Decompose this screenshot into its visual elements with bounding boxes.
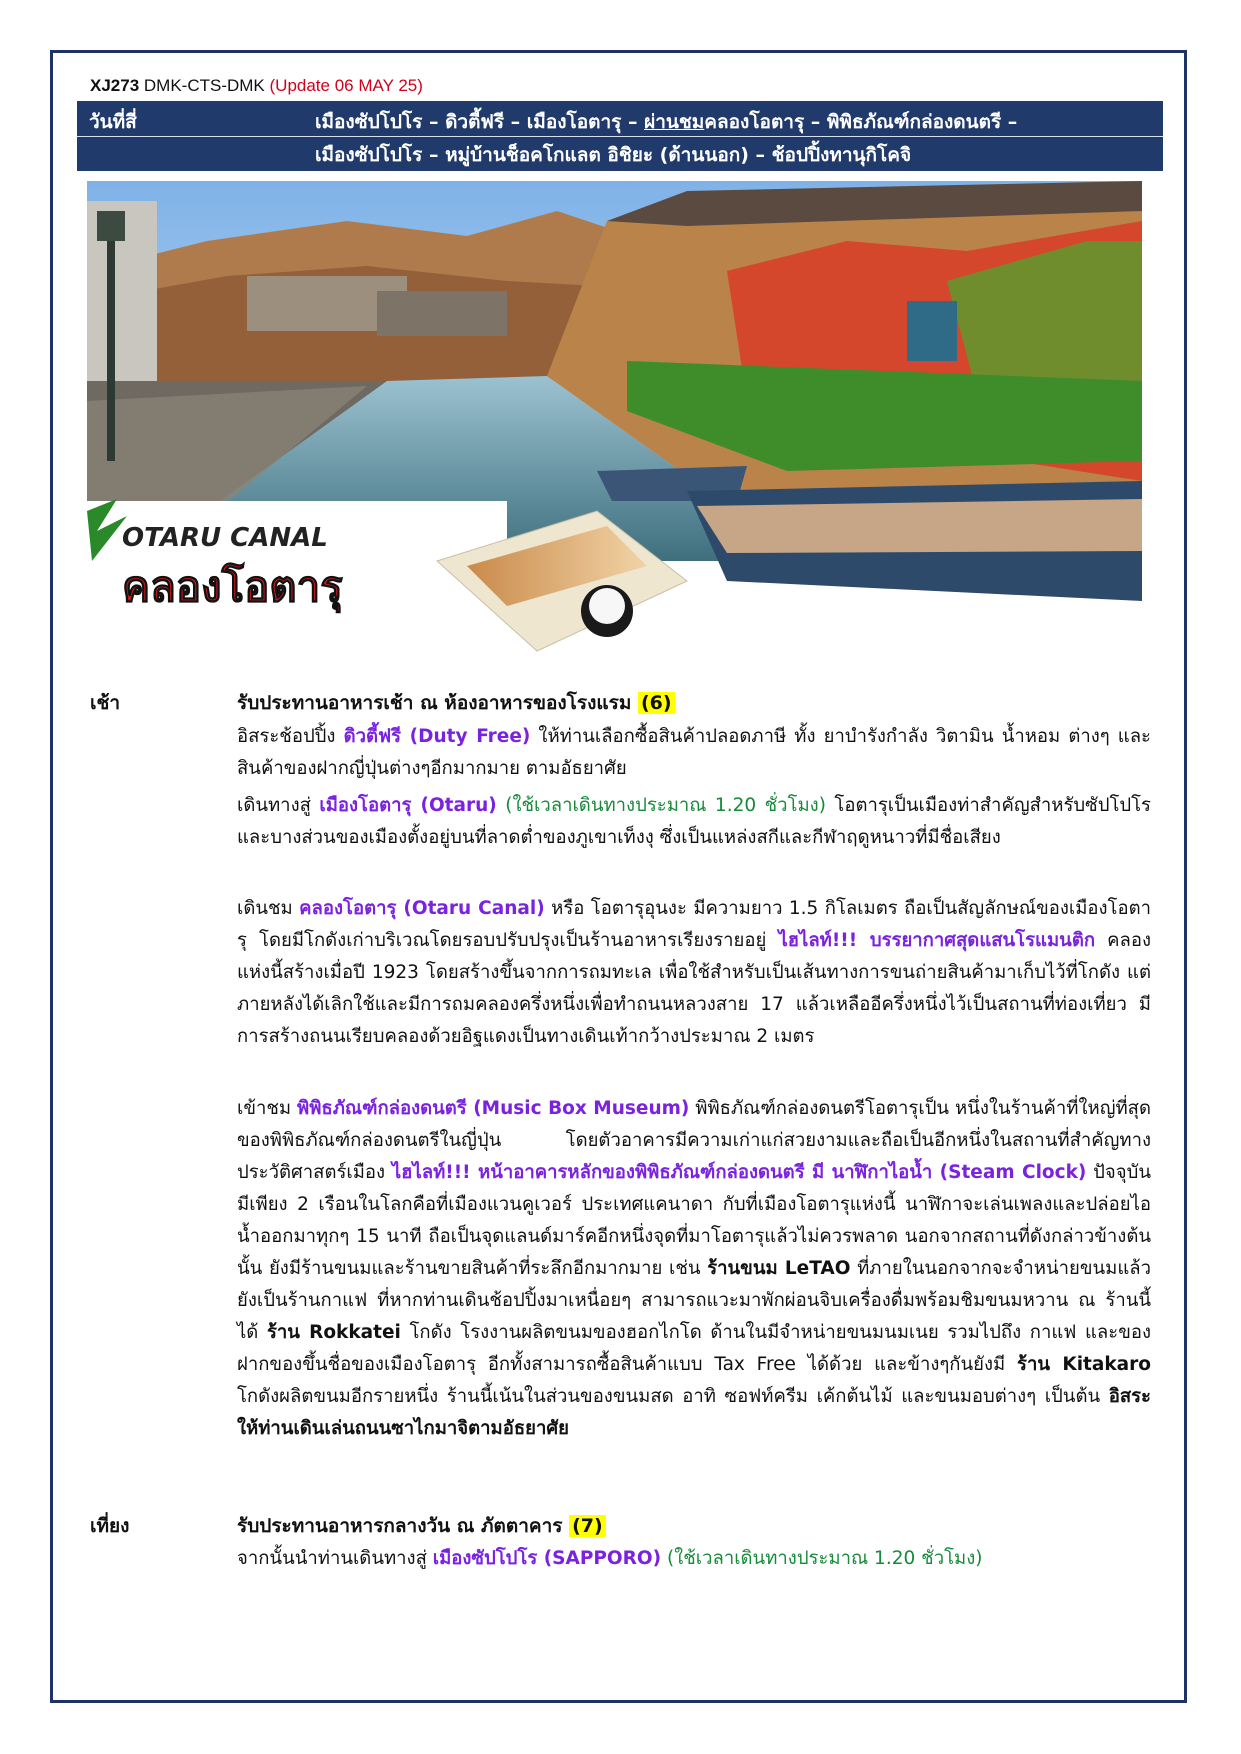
- museum-highlight: พิพิธภัณฑ์กล่องดนตรี (Music Box Museum): [297, 1098, 690, 1119]
- sapporo-paragraph: [237, 1543, 1151, 1575]
- letao-shop: ร้านขนม LeTAO: [707, 1258, 851, 1279]
- otaru-canal-illustration: [87, 181, 1152, 672]
- town-buildings-2: [377, 291, 507, 336]
- day-line1-b: คลองโอตารุ – พิพิธภัณฑ์กล่องดนตรี –: [704, 111, 1018, 133]
- meal-number-badge: (6): [638, 692, 675, 714]
- kitakaro-shop: ร้าน Kitakaro: [1017, 1354, 1151, 1375]
- p4-text-c: ปัจจุบันมีเพียง 2 เรือนในโลกคือที่เมืองแวนคูเวอร์ ประเทศแคนาดา กับที่เมืองโอตารุแห่งนี้ นาฬิกาจะเล่นเพลงและปล่อยไอน้ำออกมาทุกๆ 15 นาที ถือเป็นจุดแลนด์มาร์คอีกหนึ่งจุดที่มาโอตารุแล้วไม่ควรพลาด นอกจากสถานที่ดังกล่าวข้างต้นนั้น ยังมีร้านขนมและร้านขายสินค้าที่ระลึกอีกมากมาย เช่น: [237, 1162, 1151, 1279]
- street-lamp: [107, 221, 115, 461]
- otaru-paragraph: [237, 790, 1151, 854]
- hero-photo-collage: [87, 181, 1152, 672]
- music-box-museum-paragraph: [237, 1093, 1151, 1445]
- day-header-band: [77, 101, 1163, 171]
- p3-text-b: หรือ โอตารุอุนงะ มีความยาว 1.5 กิโลเมตร ถือเป็นสัญลักษณ์ของเมืองโอตารุ โดยมีโกดังเก่าบริเวณโดยรอบปรับปรุงเป็นร้านอาหารเรียงรายอยู่: [237, 898, 1151, 951]
- otaru-highlight: เมืองโอตารุ (Otaru): [319, 795, 497, 816]
- day-itinerary-line-2: เมืองซัปโปโร – หมู่บ้านช็อคโกแลต อิชิยะ (ด้านนอก) – ช้อปปิ้งทานุกิโคจิ: [315, 144, 912, 166]
- travel-time-note-noon: (ใช้เวลาเดินทางประมาณ 1.20 ชั่วโมง): [661, 1548, 983, 1569]
- p3-text-a: เดินชม: [237, 898, 300, 919]
- p4-text-e: โกดัง โรงงานผลิตขนมของฮอกไกโด ด้านในมีจำหน่ายขนมนมเนย รวมไปถึง กาแฟ และของฝากของขึ้นชื่อของเมืองโอตารุ อีกทั้งสามารถซื้อสินค้าแบบ Tax Free ได้ด้วย และข้างๆกันยังมี: [237, 1322, 1151, 1375]
- p4-text-d: ที่ภายในนอกจากจะจำหน่ายขนมแล้วยังเป็นร้านกาแฟ ที่หากท่านเดินช้อปปิ้งมาเหนื่อยๆ สามารถแวะมาพักผ่อนจิบเครื่องดื่มพร้อมชิมขนมหวาน ณ ร้านนี้ได้: [237, 1258, 1152, 1343]
- update-note: (Update 06 MAY 25): [269, 76, 423, 95]
- travel-time-note: (ใช้เวลาเดินทางประมาณ 1.20 ชั่วโมง): [496, 795, 826, 816]
- morning-title: รับประทานอาหารเช้า ณ ห้องอาหารของโรงแรม: [237, 692, 638, 714]
- day-itinerary-line-1: [315, 107, 1017, 137]
- morning-label: เช้า: [90, 692, 121, 714]
- logo-english: OTARU CANAL: [122, 523, 328, 553]
- route: DMK-CTS-DMK: [139, 76, 270, 95]
- day-line1-a: เมืองซัปโปโร – ดิวตี้ฟรี – เมืองโอตารุ –: [315, 111, 645, 133]
- p1-text-a: อิสระช้อปปิ้ง: [237, 726, 344, 747]
- romantic-highlight: ไฮไลท์!!! บรรยากาศสุดแสนโรแมนติก: [778, 930, 1096, 951]
- steam-clock-highlight: ไฮไลท์!!! หน้าอาคารหลักของพิพิธภัณฑ์กล่องดนตรี มี นาฬิกาไอน้ำ (Steam Clock): [391, 1162, 1087, 1183]
- duty-free-highlight: ดิวตี้ฟรี (Duty Free): [343, 726, 531, 747]
- morning-heading: [237, 688, 675, 718]
- noon-heading: [237, 1511, 606, 1541]
- sapporo-highlight: เมืองซัปโปโร (SAPPORO): [432, 1548, 662, 1569]
- tour-code-line: [90, 76, 423, 96]
- p1-text-b: ให้ท่านเลือกซื้อสินค้าปลอดภาษี ทั้ง ยาบำรังกำลัง วิตามิน น้ำหอม ต่างๆ และสินค้าของฝากญี่ปุ่นต่างๆอีกมากมาย ตามอัธยาศัย: [237, 726, 1151, 779]
- free-time-note: อิสระให้ท่านเดินเล่นถนนซาไกมาจิตามอัธยาศัย: [237, 1386, 1151, 1439]
- band-separator: [77, 136, 1163, 137]
- rokkatei-shop: ร้าน Rokkatei: [266, 1322, 401, 1343]
- tour-code: XJ273: [90, 76, 140, 95]
- tourists-in-boat: [697, 499, 1142, 553]
- noon-title: รับประทานอาหารกลางวัน ณ ภัตตาคาร: [237, 1515, 570, 1537]
- p4-text-b: พิพิธภัณฑ์กล่องดนตรีโอตารุเป็น หนึ่งในร้านค้าที่ใหญ่ที่สุดของพิพิธภัณฑ์กล่องดนตรีในญี่ปุ่น โดยตัวอาคารมีความเก่าแก่สวยงามและถือเป็นอีกหนึ่งในสถานที่สำคัญทางประวัติศาสตร์เมือง: [237, 1098, 1151, 1183]
- p4-text-f: โกดังผลิตขนมอีกรายหนึ่ง ร้านนี้เน้นในส่วนของขนมสด อาทิ ซอฟท์ครีม เค้กต้นไม้ และขนมอบต่างๆ เป็นต้น: [237, 1386, 1109, 1407]
- meal-number-badge-noon: (7): [569, 1515, 606, 1537]
- logo-thai: คลองโอตารุ: [122, 562, 343, 611]
- duty-free-paragraph: [237, 721, 1151, 785]
- p3-text-c: คลองแห่งนี้สร้างเมื่อปี 1923 โดยสร้างขึ้นจากการถมทะเล เพื่อใช้สำหรับเป็นเส้นทางการขนถ่ายสินค้ามาเก็บไว้ที่โกดัง แต่ภายหลังได้เลิกใช้และมีการถมคลองครึ่งหนึ่งเพื่อทำถนนหลวงสาย 17 แล้วเหลืออีครึ่งหนึ่งไว้เป็นสถานที่ท่องเที่ยว มีการสร้างถนนเรียบคลองด้วยอิฐแดงเป็นทางเดินเท้ากว้างประมาณ 2 เมตร: [237, 930, 1151, 1047]
- otaru-canal-paragraph: [237, 893, 1151, 1053]
- p4-text-a: เข้าชม: [237, 1098, 298, 1119]
- day-label: วันที่สี่: [89, 111, 137, 133]
- canal-highlight: คลองโอตารุ (Otaru Canal): [299, 898, 545, 919]
- p2-text-b: โอตารุเป็นเมืองท่าสำคัญสำหรับซัปโปโร และบางส่วนของเมืองตั้งอยู่บนที่ลาดต่ำของภูเขาเท็งงุ ซึ่งเป็นแหล่งสกีและกีฬาฤดูหนาวที่มีชื่อเสียง: [237, 795, 1151, 848]
- grated-radish: [589, 588, 625, 624]
- noon-label: เที่ยง: [90, 1515, 130, 1537]
- p2-text-a: เดินทางสู่: [237, 795, 320, 816]
- day-line1-underlined: ผ่านชม: [644, 111, 705, 133]
- noon-text-a: จากนั้นนำท่านเดินทางสู่: [237, 1548, 433, 1569]
- warehouse-door: [907, 301, 957, 361]
- lamp-head: [97, 211, 125, 241]
